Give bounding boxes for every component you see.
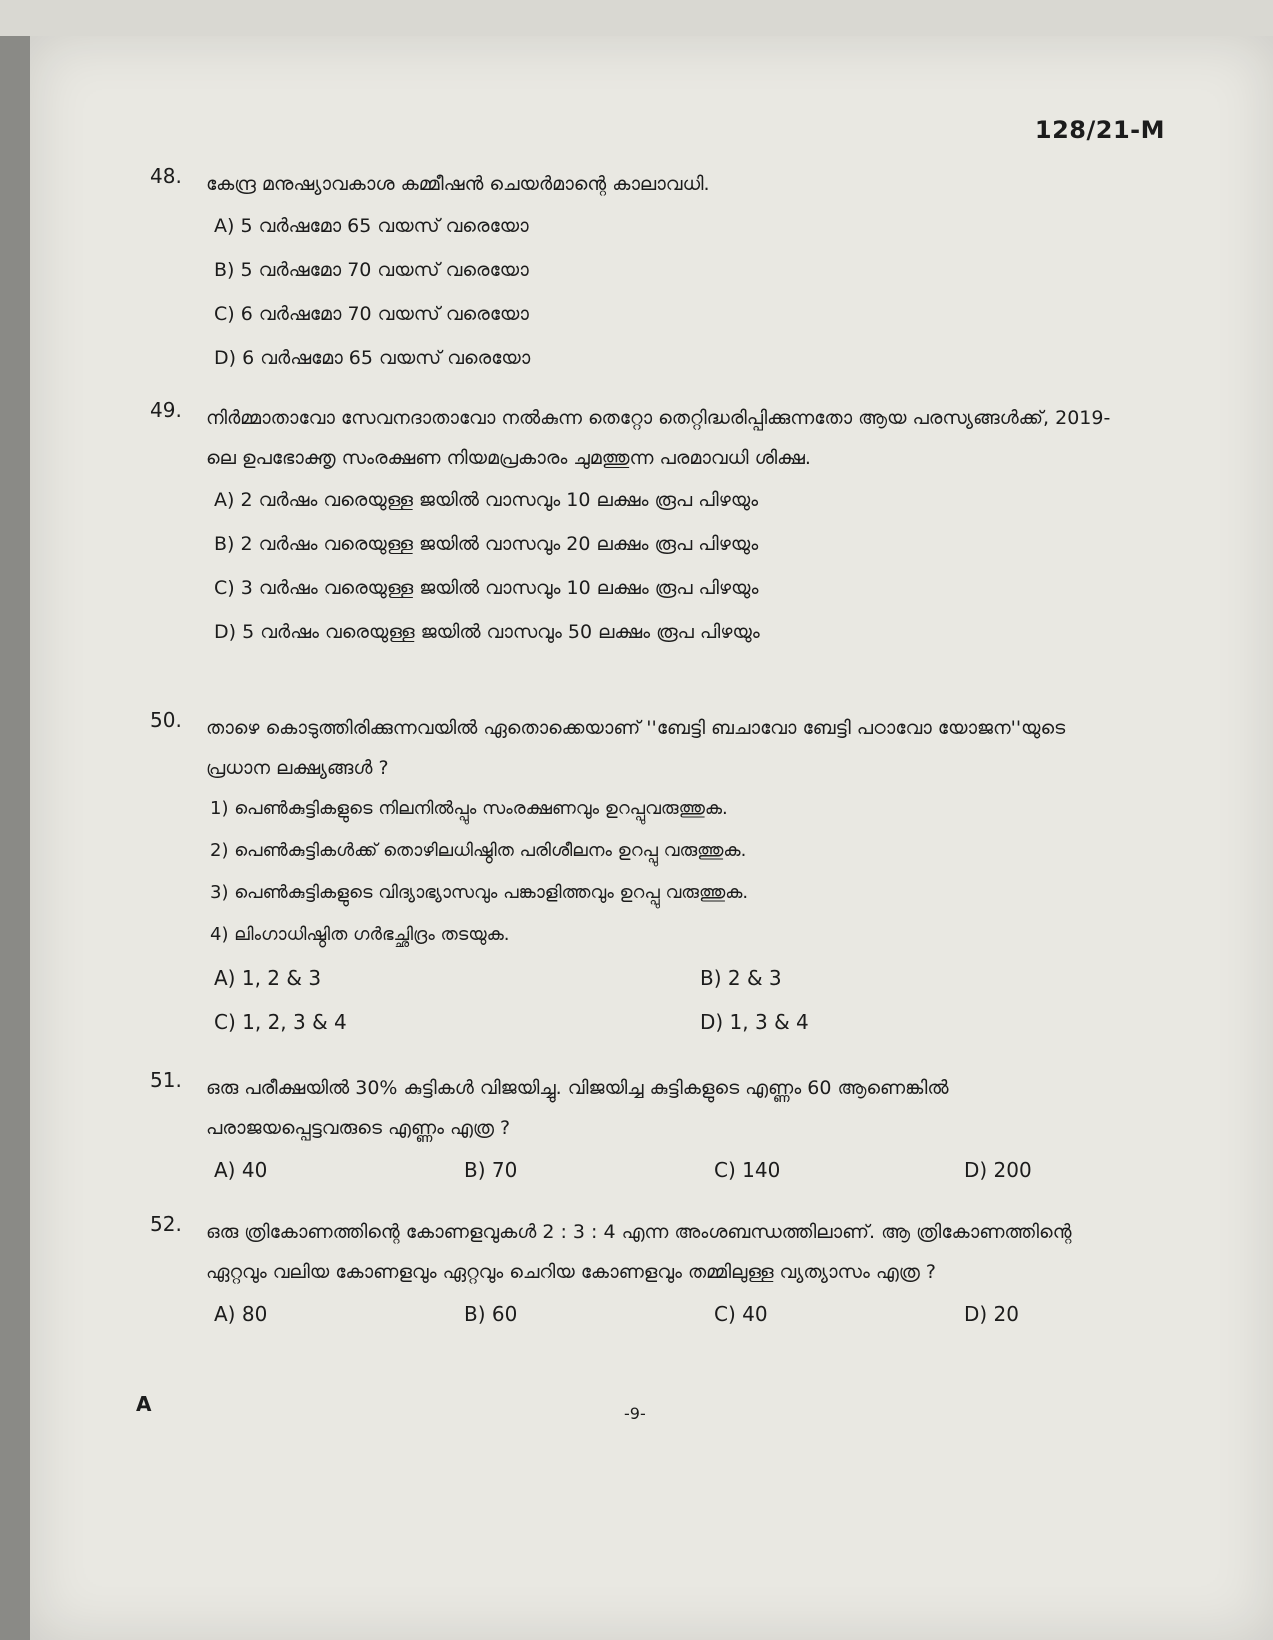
option-b: B) 70	[464, 1158, 518, 1182]
option-d: D) 5 വർഷം വരെയുള്ള ജയിൽ വാസവും 50 ലക്ഷം രൂപ പിഴയും	[214, 621, 760, 643]
question-48	[150, 164, 1125, 380]
option-c: C) 1, 2, 3 & 4	[214, 1010, 347, 1034]
option-b: B) 60	[464, 1302, 518, 1326]
question-number: 50.	[150, 708, 182, 732]
option-a: A) 80	[214, 1302, 268, 1326]
booklet-series: A	[136, 1392, 152, 1416]
question-paper-code: 128/21-M	[1034, 116, 1165, 144]
question-number: 52.	[150, 1212, 182, 1236]
question-text: ഒരു പരീക്ഷയിൽ 30% കുട്ടികൾ വിജയിച്ചു. വിജയിച്ച കുട്ടികളുടെ എണ്ണം 60 ആണെങ്കിൽ പരാജയപ്പെട്ടവരുടെ എണ്ണം എത്ര ?	[206, 1077, 949, 1139]
option-c: C) 3 വർഷം വരെയുള്ള ജയിൽ വാസവും 10 ലക്ഷം രൂപ പിഴയും	[214, 577, 759, 599]
question-number: 51.	[150, 1068, 182, 1092]
option-a: A) 5 വർഷമോ 65 വയസ് വരെയോ	[214, 215, 529, 237]
option-b: B) 2 & 3	[700, 966, 782, 990]
statement-2: 2) പെൺകുട്ടികൾക്ക് തൊഴിലധിഷ്ഠിത പരിശീലനം ഉറപ്പു വരുത്തുക.	[210, 840, 747, 861]
option-b: B) 2 വർഷം വരെയുള്ള ജയിൽ വാസവും 20 ലക്ഷം രൂപ പിഴയും	[214, 533, 759, 555]
question-number: 48.	[150, 164, 182, 188]
question-51	[150, 1068, 1125, 1192]
question-49	[150, 398, 1125, 654]
options-grid	[214, 956, 1125, 1044]
question-number: 49.	[150, 398, 182, 422]
options-row	[214, 1292, 1125, 1336]
option-c: C) 40	[714, 1302, 768, 1326]
statement-4: 4) ലിംഗാധിഷ്ഠിത ഗർഭച്ഛിദ്രം തടയുക.	[210, 924, 510, 945]
option-c: C) 140	[714, 1158, 781, 1182]
options-row	[214, 1148, 1125, 1192]
question-text: ഒരു ത്രികോണത്തിന്റെ കോണളവുകൾ 2 : 3 : 4 എന്ന അംശബന്ധത്തിലാണ്. ആ ത്രികോണത്തിന്റെ ഏറ്റവും വലിയ കോണളവും ഏറ്റവും ചെറിയ കോണളവും തമ്മിലുള്ള വ്യത്യാസം എത്ര ?	[206, 1221, 1072, 1283]
question-text: നിർമ്മാതാവോ സേവനദാതാവോ നൽകുന്ന തെറ്റോ തെറ്റിദ്ധരിപ്പിക്കുന്നതോ ആയ പരസ്യങ്ങൾക്ക്, 2019-ലെ ഉപഭോക്തൃ സംരക്ഷണ നിയമപ്രകാരം ചുമത്തുന്ന പരമാവധി ശിക്ഷ.	[206, 407, 1111, 469]
question-text: കേന്ദ്ര മനുഷ്യാവകാശ കമ്മീഷൻ ചെയർമാന്റെ കാലാവധി.	[206, 173, 710, 195]
option-d: D) 200	[964, 1158, 1032, 1182]
option-a: A) 1, 2 & 3	[214, 966, 322, 990]
option-a: A) 40	[214, 1158, 268, 1182]
options-list	[150, 204, 1125, 380]
statement-3: 3) പെൺകുട്ടികളുടെ വിദ്യാഭ്യാസവും പങ്കാളിത്തവും ഉറപ്പു വരുത്തുക.	[210, 882, 749, 903]
question-text: താഴെ കൊടുത്തിരിക്കുന്നവയിൽ ഏതൊക്കെയാണ് ''ബേട്ടി ബചാവോ ബേട്ടി പഠാവോ യോജന''യുടെ പ്രധാന ലക്ഷ്യങ്ങൾ ?	[206, 717, 1066, 779]
option-b: B) 5 വർഷമോ 70 വയസ് വരെയോ	[214, 259, 529, 281]
options-list	[150, 478, 1125, 654]
question-52	[150, 1212, 1125, 1336]
option-a: A) 2 വർഷം വരെയുള്ള ജയിൽ വാസവും 10 ലക്ഷം രൂപ പിഴയും	[214, 489, 759, 511]
statements-list	[150, 788, 1125, 956]
scan-background	[0, 0, 1273, 36]
option-c: C) 6 വർഷമോ 70 വയസ് വരെയോ	[214, 303, 529, 325]
statement-1: 1) പെൺകുട്ടികളുടെ നിലനിൽപ്പും സംരക്ഷണവും ഉറപ്പുവരുത്തുക.	[210, 798, 728, 819]
question-50	[150, 708, 1125, 1044]
option-d: D) 1, 3 & 4	[700, 1010, 809, 1034]
page-number: -9-	[624, 1404, 646, 1423]
option-d: D) 6 വർഷമോ 65 വയസ് വരെയോ	[214, 347, 531, 369]
option-d: D) 20	[964, 1302, 1020, 1326]
